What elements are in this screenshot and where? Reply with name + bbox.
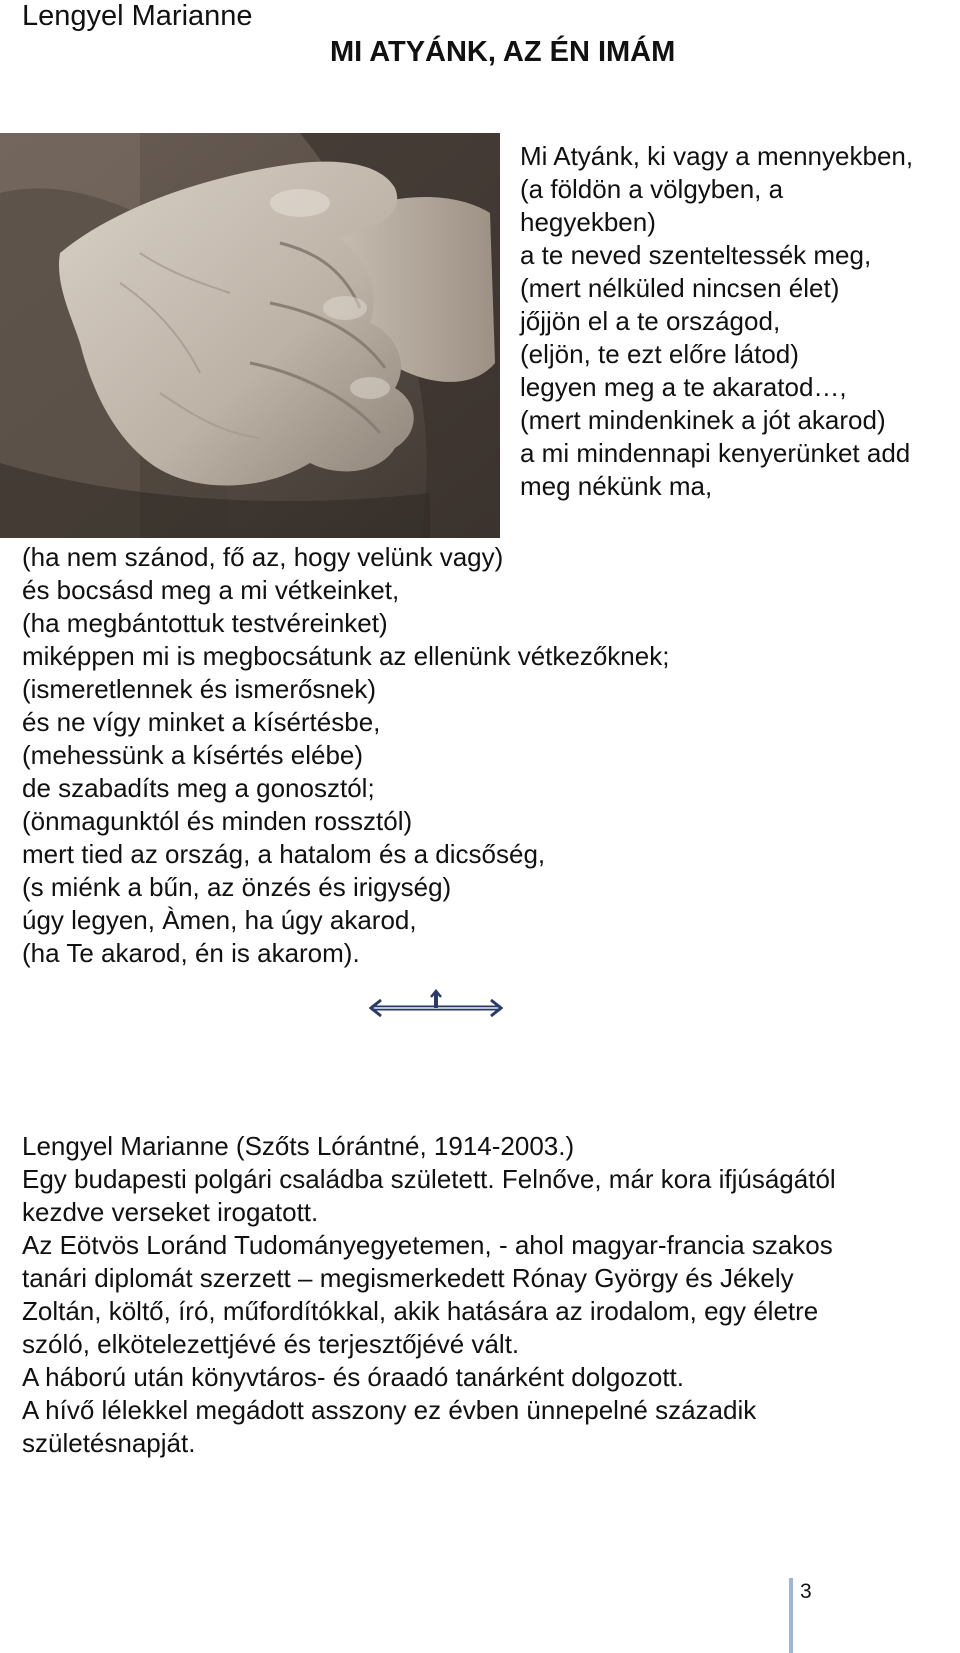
poem-line: (eljön, te ezt előre látod) [520, 339, 799, 369]
poem-line: (mert mindenkinek a jót akarod) [520, 405, 886, 435]
poem-line: Mi Atyánk, ki vagy a mennyekben, [520, 141, 914, 171]
bio-line: Az Eötvös Loránd Tudományegyetemen, - ahol magyar-francia szakos [22, 1230, 833, 1260]
poem-line: (mehessünk a kísértés elébe) [22, 740, 364, 770]
poem-line: úgy legyen, Àmen, ha úgy akarod, [22, 905, 417, 935]
poem-line: (mert nélküled nincsen élet) [520, 273, 840, 303]
poem-line: mert tied az ország, a hatalom és a dicsőség, [22, 839, 546, 869]
poem-line: meg nékünk ma, [520, 471, 713, 501]
clasped-hands-photo [0, 133, 500, 538]
poem-line: (ha megbántottuk testvéreinket) [22, 608, 388, 638]
poem-title: MI ATYÁNK, AZ ÉN IMÁM [330, 36, 676, 68]
page-number: 3 [800, 1580, 812, 1603]
poem-line: de szabadíts meg a gonosztól; [22, 773, 375, 803]
poem-line: jőjjön el a te országod, [520, 306, 781, 336]
bio-line: A hívő lélekkel megádott asszony ez évben ünnepelné századik [22, 1395, 757, 1425]
poem-line: és bocsásd meg a mi vétkeinket, [22, 575, 400, 605]
poem-line: miképpen mi is megbocsátunk az ellenünk vétkezőknek; [22, 641, 670, 671]
bio-line: szóló, elkötelezettjévé és terjesztőjévé vált. [22, 1329, 520, 1359]
poem-line: és ne vígy minket a kísértésbe, [22, 707, 381, 737]
author-biography [22, 1130, 952, 1460]
bio-line: kezdve verseket irogatott. [22, 1197, 319, 1227]
poem-right-column [520, 140, 913, 503]
poem-line: a te neved szenteltessék meg, [520, 240, 872, 270]
bio-line: tanári diplomát szerzett – megismerkedett Rónay György és Jékely [22, 1263, 794, 1293]
double-arrow-ornament-icon [367, 988, 505, 1018]
poem-line: (a földön a völgyben, a [520, 174, 784, 204]
poem-line: hegyekben) [520, 207, 656, 237]
bio-line: Lengyel Marianne (Szőts Lórántné, 1914-2003.) [22, 1131, 575, 1161]
poem-line: (ha nem szánod, fő az, hogy velünk vagy) [22, 542, 504, 572]
poem-line: (ismeretlennek és ismerősnek) [22, 674, 377, 704]
bio-line: Zoltán, költő, író, műfordítókkal, akik hatására az irodalom, egy életre [22, 1296, 819, 1326]
poem-line: (önmagunktól és minden rossztól) [22, 806, 413, 836]
poem-line: (ha Te akarod, én is akarom). [22, 938, 360, 968]
bio-line: Egy budapesti polgári családba született. Felnőve, már kora ifjúságától [22, 1164, 836, 1194]
author-name: Lengyel Marianne [22, 0, 253, 32]
poem-line: (s miénk a bűn, az önzés és irigység) [22, 872, 452, 902]
bio-line: A háború után könyvtáros- és óraadó tanárként dolgozott. [22, 1362, 684, 1392]
poem-main-column [22, 541, 669, 970]
poem-line: legyen meg a te akaratod…, [520, 372, 847, 402]
page-number-rule [789, 1578, 793, 1653]
poem-line: a mi mindennapi kenyerünket add [520, 438, 911, 468]
bio-line: születésnapját. [22, 1428, 196, 1458]
